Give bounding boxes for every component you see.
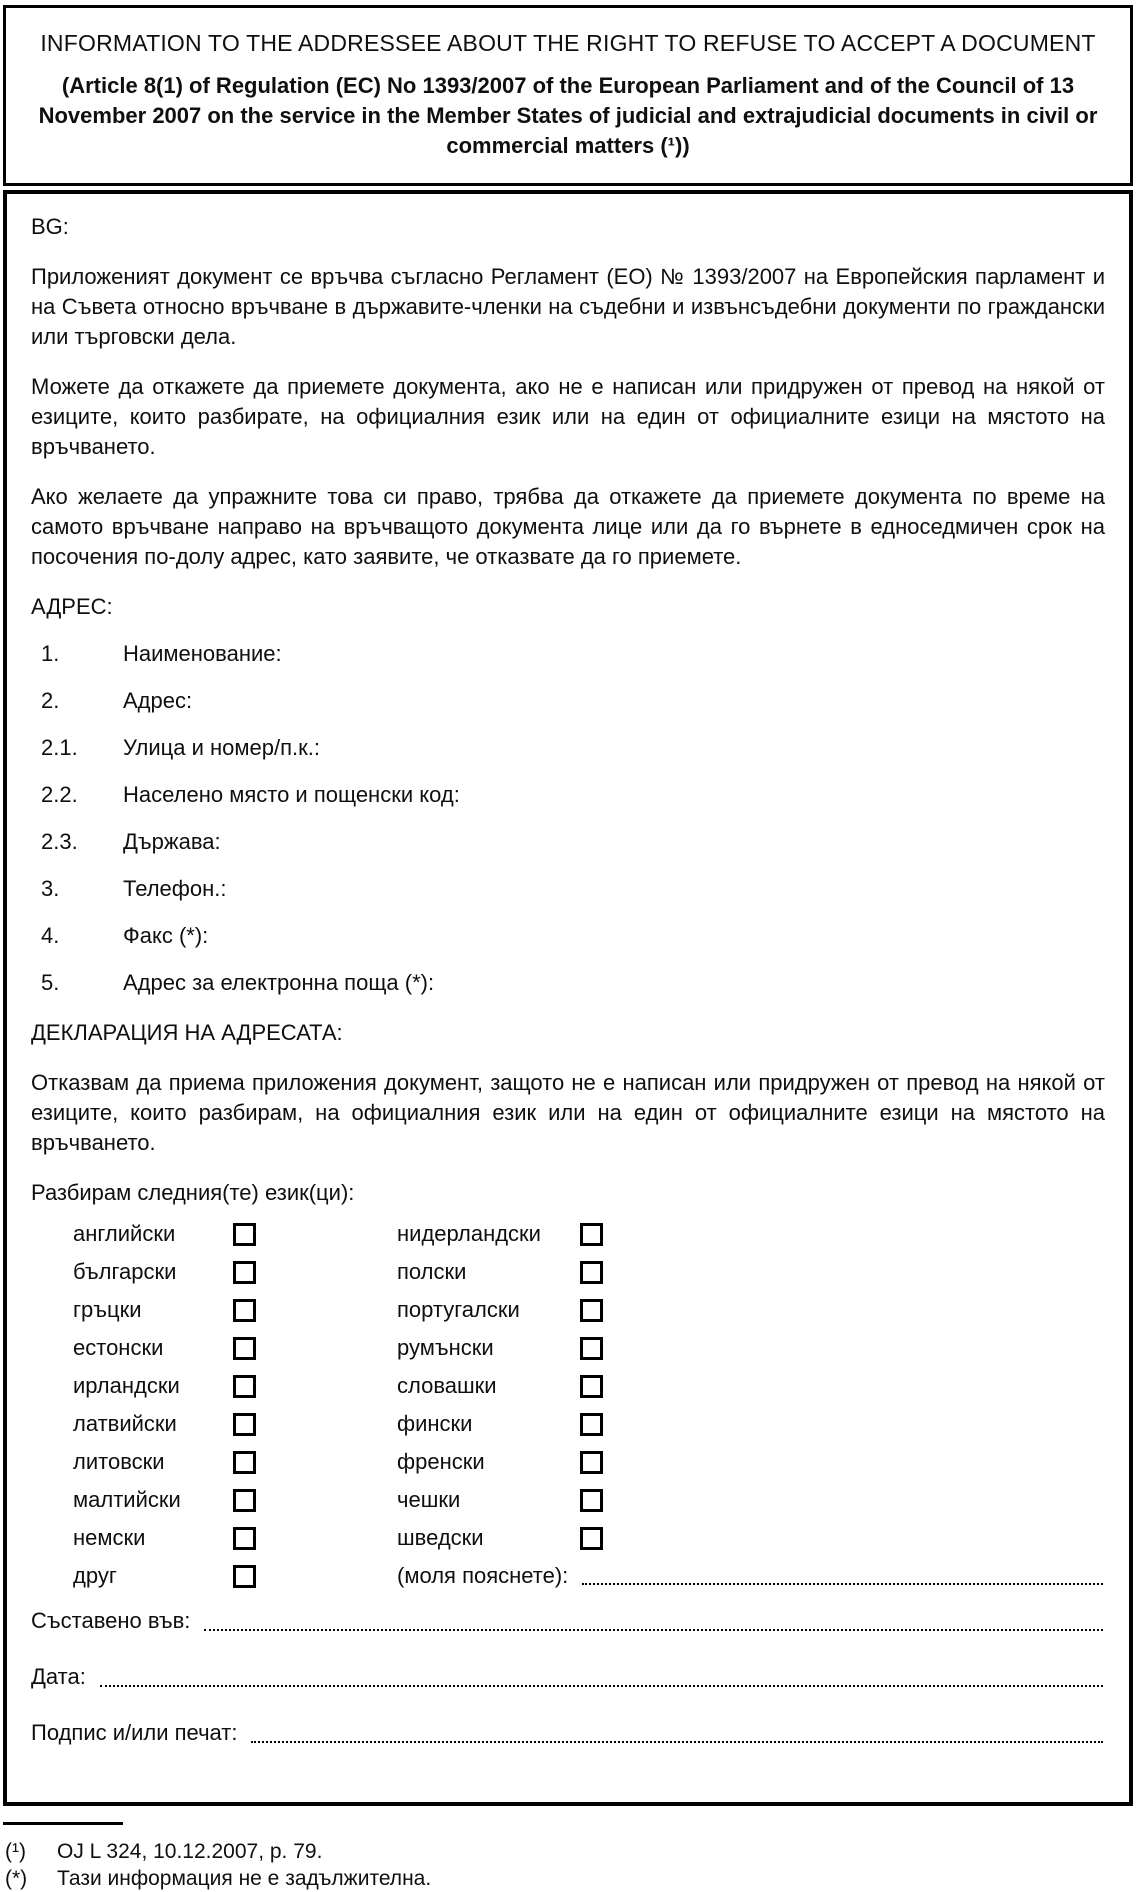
language-label: български	[73, 1259, 177, 1284]
declaration-text: Отказвам да приема приложения документ, защото не е написан или придружен от превод на някой от езиците, които разбирам, на официалния език или на един от официалните езици на мястото на връчването.	[31, 1070, 1105, 1155]
item-label: Населено място и пощенски код:	[123, 782, 460, 807]
address-item-city-postcode	[31, 780, 1105, 810]
footnote-text: OJ L 324, 10.12.2007, p. 79.	[57, 1840, 323, 1863]
language-label: английски	[73, 1221, 176, 1246]
address-item-name	[31, 639, 1105, 669]
language-label: нидерландски	[397, 1221, 541, 1246]
language-label: естонски	[73, 1335, 164, 1360]
item-label: Наименование:	[123, 641, 282, 666]
item-label: Държава:	[123, 829, 221, 854]
paragraph-how-to-refuse: Ако желаете да упражните това си право, трябва да откажете да приемете документа по време на самото връчване направо на връчващото документа лице или да го върнете в едноседмичен срок на посочения по-долу адрес, като заявите, че отказвате да го приемете.	[31, 484, 1105, 569]
language-label: португалски	[397, 1297, 520, 1322]
item-label: Факс (*):	[123, 923, 209, 948]
language-label: шведски	[397, 1525, 484, 1550]
field-label: Дата:	[31, 1664, 86, 1689]
address-item-country	[31, 827, 1105, 857]
item-number: 2.3.	[41, 829, 78, 854]
footnote-oj-reference	[5, 1838, 1125, 1865]
language-label: полски	[397, 1259, 467, 1284]
checkbox-portuguese[interactable]	[580, 1299, 603, 1322]
paragraph-right-to-refuse: Можете да откажете да приемете документа, ако не е написан или придружен от превод на някой от езиците, които разбирате, на официалния език или на един от официалните езици на мястото на връчването.	[31, 374, 1105, 459]
language-row	[31, 1298, 1105, 1322]
checkbox-french[interactable]	[580, 1451, 603, 1474]
document-title: INFORMATION TO THE ADDRESSEE ABOUT THE RIGHT TO REFUSE TO ACCEPT A DOCUMENT	[40, 30, 1096, 56]
date-fill-line[interactable]	[100, 1685, 1103, 1687]
document-subtitle: (Article 8(1) of Regulation (EC) No 1393/2007 of the European Parliament and of the Council of 13 November 2007 on the service in the Member States of judicial and extrajudicial documents in civil or commercial matters (¹))	[38, 73, 1098, 158]
item-number: 2.1.	[41, 735, 78, 760]
item-number: 2.	[41, 688, 60, 713]
checkbox-estonian[interactable]	[233, 1337, 256, 1360]
field-done-at	[31, 1606, 1105, 1636]
footnote-marker: (¹)	[5, 1840, 26, 1863]
checkbox-swedish[interactable]	[580, 1527, 603, 1550]
address-item-phone	[31, 874, 1105, 904]
item-label: Телефон.:	[123, 876, 227, 901]
language-label: друг	[73, 1563, 117, 1588]
checkbox-romanian[interactable]	[580, 1337, 603, 1360]
language-label: немски	[73, 1525, 146, 1550]
address-heading: АДРЕС:	[31, 594, 113, 619]
language-row	[31, 1222, 1105, 1246]
language-checkbox-grid	[31, 1222, 1105, 1588]
item-number: 1.	[41, 641, 60, 666]
checkbox-latvian[interactable]	[233, 1413, 256, 1436]
language-row	[31, 1336, 1105, 1360]
checkbox-other-language[interactable]	[233, 1565, 256, 1588]
language-row-other	[31, 1564, 1105, 1588]
checkbox-slovak[interactable]	[580, 1375, 603, 1398]
language-row	[31, 1450, 1105, 1474]
language-row	[31, 1412, 1105, 1436]
language-label: гръцки	[73, 1297, 142, 1322]
item-number: 2.2.	[41, 782, 78, 807]
language-label: френски	[397, 1449, 485, 1474]
item-label: Улица и номер/п.к.:	[123, 735, 320, 760]
language-row	[31, 1260, 1105, 1284]
other-language-fill-line[interactable]	[582, 1583, 1103, 1585]
footnote-marker: (*)	[5, 1867, 28, 1890]
address-item-email	[31, 968, 1105, 998]
checkbox-german[interactable]	[233, 1527, 256, 1550]
address-item-fax	[31, 921, 1105, 951]
language-label: ирландски	[73, 1373, 180, 1398]
checkbox-greek[interactable]	[233, 1299, 256, 1322]
language-label: румънски	[397, 1335, 494, 1360]
language-label: фински	[397, 1411, 473, 1436]
language-label: малтийски	[73, 1487, 181, 1512]
checkbox-polish[interactable]	[580, 1261, 603, 1284]
form-body	[3, 190, 1133, 1806]
item-number: 4.	[41, 923, 60, 948]
checkbox-dutch[interactable]	[580, 1223, 603, 1246]
item-number: 3.	[41, 876, 60, 901]
language-row	[31, 1488, 1105, 1512]
address-item-address	[31, 686, 1105, 716]
language-row	[31, 1526, 1105, 1550]
checkbox-bulgarian[interactable]	[233, 1261, 256, 1284]
address-item-street	[31, 733, 1105, 763]
signature-fill-line[interactable]	[251, 1741, 1103, 1743]
checkbox-finnish[interactable]	[580, 1413, 603, 1436]
item-label: Адрес за електронна поща (*):	[123, 970, 435, 995]
checkbox-english[interactable]	[233, 1223, 256, 1246]
footnote-divider	[3, 1822, 123, 1825]
language-row	[31, 1374, 1105, 1398]
languages-prompt: Разбирам следния(те) език(ци):	[31, 1180, 355, 1205]
field-label: Съставено във:	[31, 1608, 191, 1633]
footnote-optional-info	[5, 1865, 1125, 1892]
item-label: Адрес:	[123, 688, 193, 713]
checkbox-czech[interactable]	[580, 1489, 603, 1512]
language-label: чешки	[397, 1487, 461, 1512]
field-signature	[31, 1718, 1105, 1748]
footnotes	[5, 1838, 1125, 1892]
language-label: литовски	[73, 1449, 165, 1474]
checkbox-lithuanian[interactable]	[233, 1451, 256, 1474]
language-label: словашки	[397, 1373, 497, 1398]
checkbox-maltese[interactable]	[233, 1489, 256, 1512]
paragraph-regulation: Приложеният документ се връчва съгласно Регламент (ЕО) № 1393/2007 на Европейския парламент и на Съвета относно връчване в държавите-членки на съдебни и извънсъдебни документи по граждански или търговски дела.	[31, 264, 1105, 349]
language-code-label: BG:	[31, 214, 69, 239]
other-specify-label: (моля пояснете):	[397, 1563, 569, 1588]
document-header	[3, 5, 1133, 186]
field-label: Подпис и/или печат:	[31, 1720, 238, 1745]
item-number: 5.	[41, 970, 60, 995]
place-fill-line[interactable]	[204, 1629, 1103, 1631]
footnote-text: Тази информация не е задължителна.	[57, 1867, 432, 1890]
language-label: латвийски	[73, 1411, 177, 1436]
checkbox-irish[interactable]	[233, 1375, 256, 1398]
field-date	[31, 1662, 1105, 1692]
declaration-heading: ДЕКЛАРАЦИЯ НА АДРЕСАТА:	[31, 1020, 343, 1045]
